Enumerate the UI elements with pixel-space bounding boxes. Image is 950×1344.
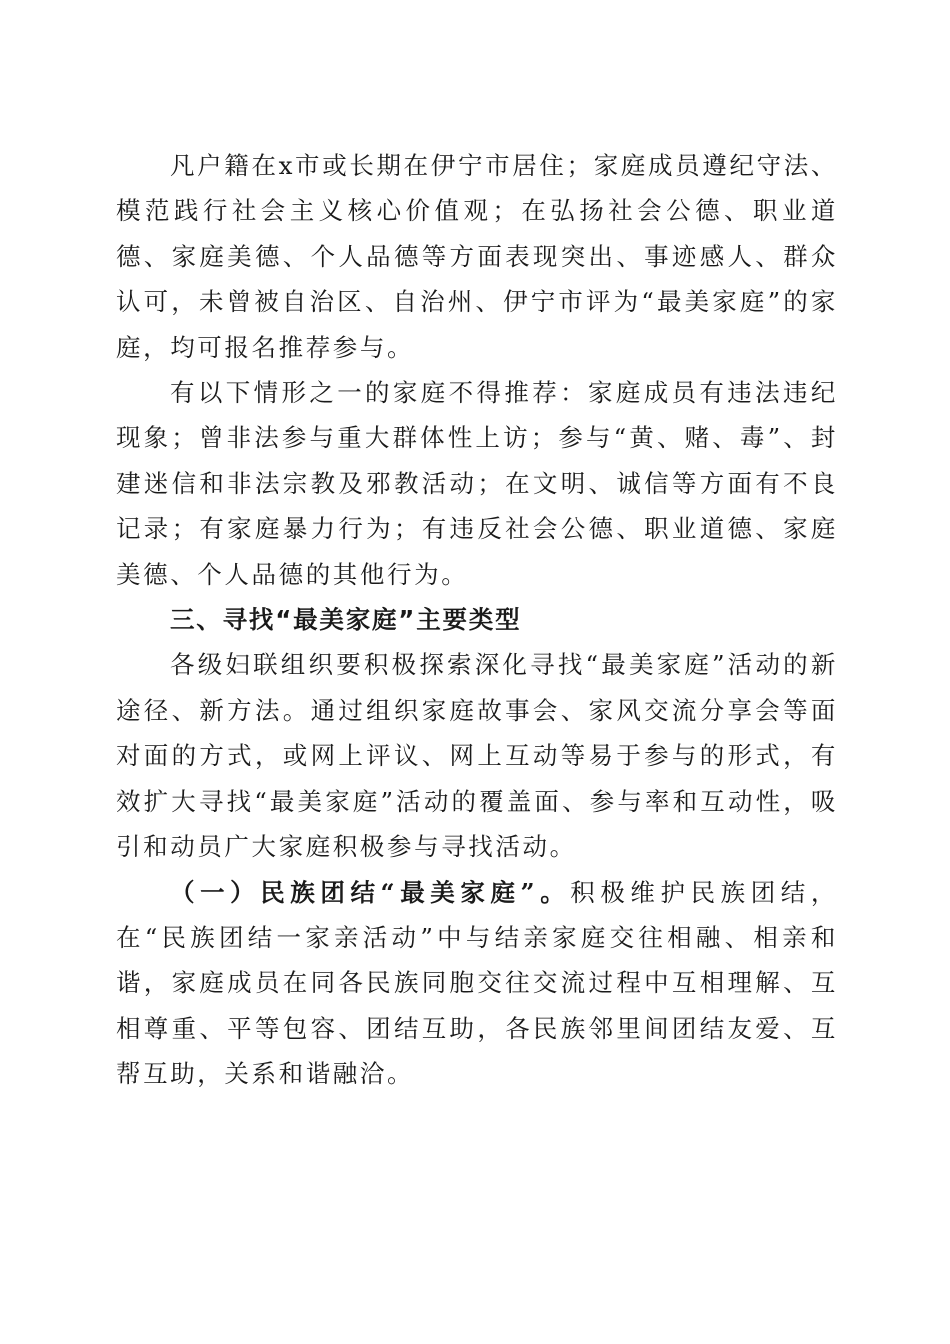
paragraph-eligibility: 凡户籍在x市或长期在伊宁市居住；家庭成员遵纪守法、模范践行社会主义核心价值观；在弘扬社会公德、职业道德、家庭美德、个人品德等方面表现突出、事迹感人、群众认可，未曾被自治区、自治州、伊宁市评为“最美家庭”的家庭，均可报名推荐参与。 bbox=[116, 151, 838, 362]
paragraph-exclusions: 有以下情形之一的家庭不得推荐：家庭成员有违法违纪现象；曾非法参与重大群体性上访；参与“黄、赌、毒”、封建迷信和非法宗教及邪教活动；在文明、诚信等方面有不良记录；有家庭暴力行为；有违反社会公德、职业道德、家庭美德、个人品德的其他行为。 bbox=[116, 378, 838, 589]
section-heading: 三、寻找“最美家庭”主要类型 bbox=[170, 605, 522, 635]
subsection-title: （一）民族团结“最美家庭”。 bbox=[170, 877, 571, 907]
paragraph-subsection bbox=[116, 870, 838, 1097]
paragraph-section-intro: 各级妇联组织要积极探索深化寻找“最美家庭”活动的新途径、新方法。通过组织家庭故事会、家风交流分享会等面对面的方式，或网上评议、网上互动等易于参与的形式，有效扩大寻找“最美家庭”活动的覆盖面、参与率和互动性，吸引和动员广大家庭积极参与寻找活动。 bbox=[116, 650, 838, 862]
subsection-body: 积极维护民族团结，在“民族团结一家亲活动”中与结亲家庭交往相融、相亲和谐，家庭成员在同各民族同胞交往交流过程中互相理解、互相尊重、平等包容、团结互助，各民族邻里间团结友爱、互帮互助，关系和谐融洽。 bbox=[116, 877, 838, 1089]
document-body bbox=[116, 143, 838, 1097]
